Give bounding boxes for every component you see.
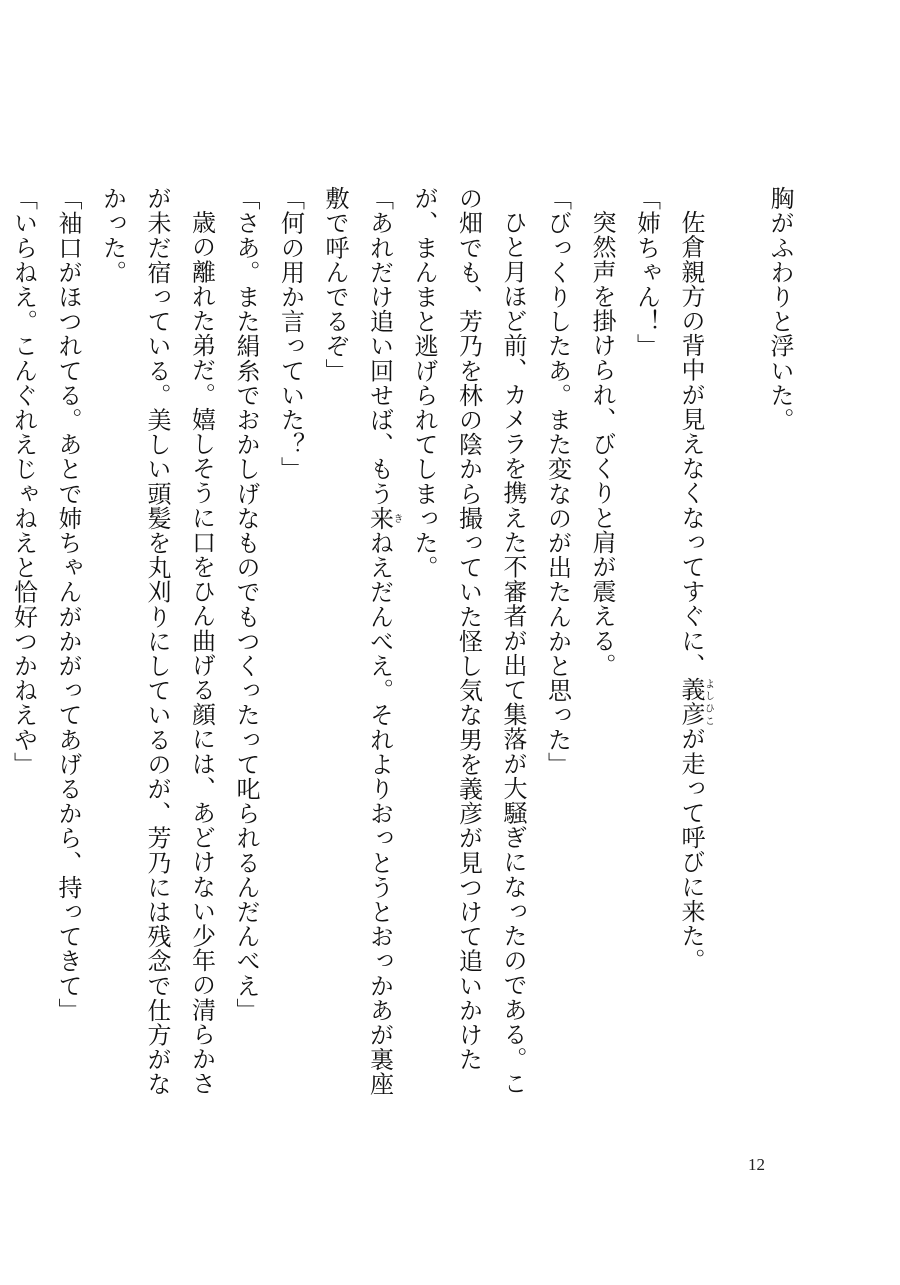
dialogue-line: 「姉ちゃん！」 bbox=[632, 186, 661, 359]
paragraph-narration: 突然声を掛けられ、びくりと肩が震える。 bbox=[588, 210, 616, 678]
dialogue-line: 「何の用か言っていた？」 bbox=[276, 186, 305, 482]
dialogue-line: 「いらねえ。こんぐれえじゃねえと恰好つかねえや」 bbox=[9, 186, 38, 777]
dialogue-line: 「びっくりしたあ。また変なのが出たんかと思った」 bbox=[543, 186, 572, 777]
paragraph-text: 佐倉親方の背中が見えなくなってすぐに、 bbox=[677, 210, 705, 678]
paragraph-spacer bbox=[713, 186, 758, 1116]
ruby-reading: き bbox=[391, 505, 402, 531]
ruby-reading: よしひこ bbox=[702, 677, 714, 727]
ruby-base: 来 bbox=[365, 505, 394, 531]
dialogue-line: 「さあ。また絹糸でおかしげなものでもつくったって叱られるんだんべえ」 bbox=[232, 186, 260, 1023]
paragraph-opening: 胸がふわりと浮いた。 bbox=[766, 186, 794, 432]
page-number: 12 bbox=[748, 1155, 765, 1174]
paragraph-narration: 歳の離れた弟だ。嬉しそうに口をひん曲げる顔には、あどけない少年の清らかさが未だ宿っている。美しい頭髪を丸刈りにしているのが、芳乃には残念で仕方がなかった。 bbox=[98, 186, 216, 1097]
ruby-base: 義彦 bbox=[677, 677, 705, 727]
paragraph-text: 「あれだけ追い回せば、もう bbox=[365, 186, 394, 506]
paragraph-text: ねえだんべえ。それよりおっとうとおっかあが裏座敷で呼んでるぞ」 bbox=[321, 186, 394, 1097]
paragraph-narration bbox=[669, 186, 714, 1116]
paragraph-text: が走って呼びに来た。 bbox=[677, 726, 705, 973]
ruby-ki bbox=[365, 505, 402, 531]
dialogue-line: 「袖口がほつれてる。あとで姉ちゃんがかがってあげるから、持ってきて」 bbox=[54, 186, 82, 1023]
vertical-text-body bbox=[0, 186, 802, 1116]
ruby-yoshihiko bbox=[677, 677, 714, 727]
dialogue-line bbox=[313, 186, 402, 1116]
paragraph-narration: ひと月ほど前、カメラを携えた不審者が出て集落が大騒ぎになったのである。この畑でも、芳乃を林の陰から撮っていた怪し気な男を義彦が見つけて追いかけたが、まんまと逃げられてしまった。 bbox=[410, 186, 527, 1096]
